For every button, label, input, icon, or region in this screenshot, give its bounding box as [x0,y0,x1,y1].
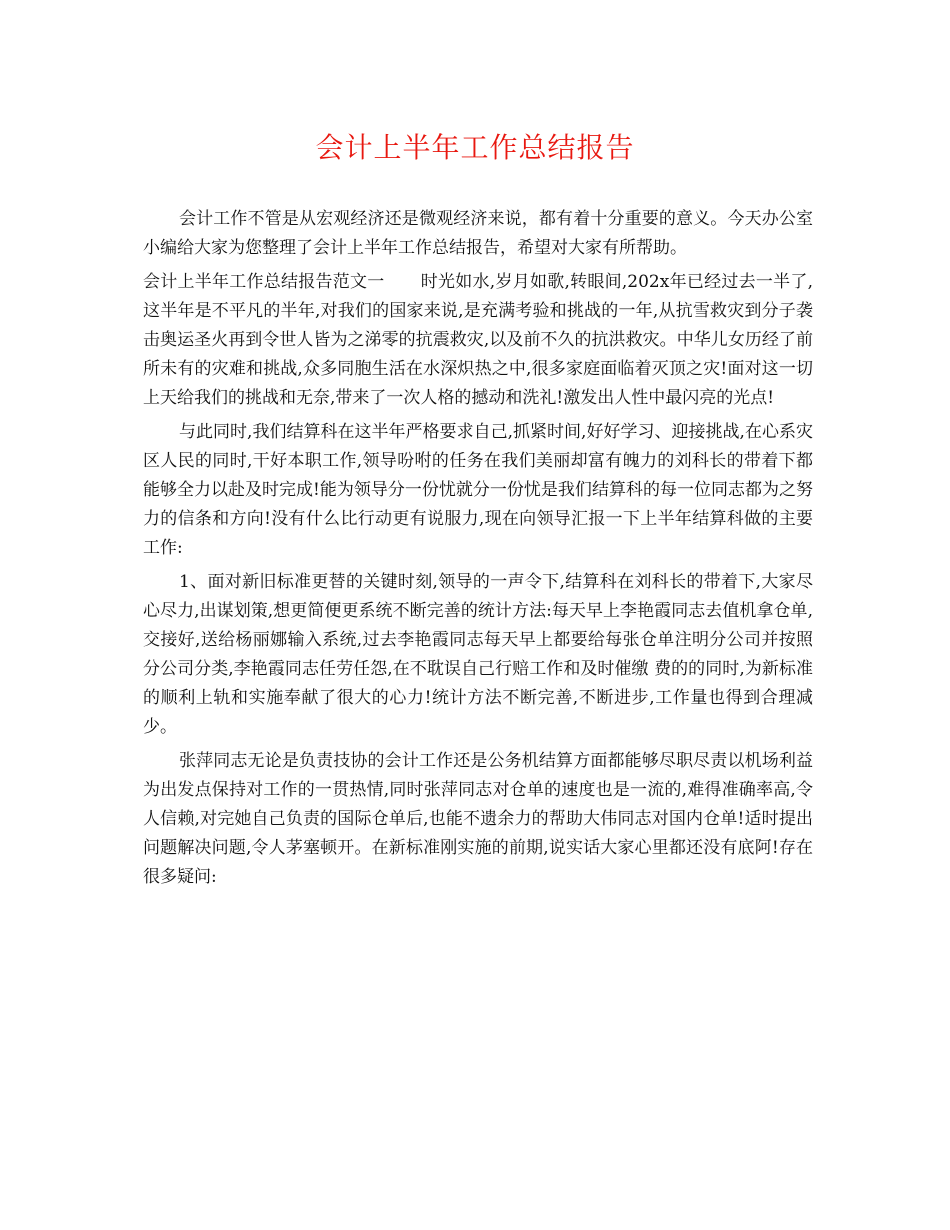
section-heading: 会计上半年工作总结报告范文一 [143,272,385,292]
body-paragraph-2: 与此同时,我们结算科在这半年严格要求自己,抓紧时间,好好学习、迎接挑战,在心系灾区人民的同时,干好本职工作,领导吩咐的任务在我们美丽却富有魄力的刘科长的带着下都能够全力以赴及时完成!能为领导分一份忧就分一份忧是我们结算科的每一位同志都为之努力的信条和方向!没有什么比行动更有说服力,现在向领导汇报一下上半年结算科做的主要工作: [143,422,813,558]
section-paragraph [143,268,813,413]
intro-paragraph: 会计工作不管是从宏观经济还是微观经济来说，都有着十分重要的意义。今天办公室小编给大家为您整理了会计上半年工作总结报告，希望对大家有所帮助。 [143,209,813,258]
body-paragraph-1: 时光如水,岁月如歌,转眼间,202x年已经过去一半了,这半年是不平凡的半年,对我们的国家来说,是充满考验和挑战的一年,从抗雪救灾到分子袭击奥运圣火再到令世人皆为之涕零的抗震救灾,以及前不久的抗洪救灾。中华儿女历经了前所未有的灾难和挑战,众多同胞生活在水深炽热之中,很多家庭面临着灭顶之灾!面对这一切上天给我们的挑战和无奈,带来了一次人格的撼动和洗礼!激发出人性中最闪亮的光点! [143,272,814,408]
document-body [143,205,813,897]
body-paragraph-3: 1、面对新旧标准更替的关键时刻,领导的一声令下,结算科在刘科长的带着下,大家尽心尽力,出谋划策,想更简便更系统不断完善的统计方法:每天早上李艳霞同志去值机拿仓单,交接好,送给杨丽娜输入系统,过去李艳霞同志每天早上都要给每张仓单注明分公司并按照分公司分类,李艳霞同志任劳任怨,在不耽误自己行赔工作和及时催缴 费的的同时,为新标准的顺利上轨和实施奉献了很大的心力!统计方法不断完善,不断进步,工作量也得到合理减少。 [143,572,813,737]
document-title: 会计上半年工作总结报告 [315,131,635,164]
body-paragraph-4: 张萍同志无论是负责技协的会计工作还是公务机结算方面都能够尽职尽责以机场利益为出发点保持对工作的一贯热情,同时张萍同志对仓单的速度也是一流的,难得准确率高,令人信赖,对完她自己负责的国际仓单后,也能不遗余力的帮助大伟同志对国内仓单!适时提出问题解决问题,令人茅塞顿开。在新标准刚实施的前期,说实话大家心里都还没有底阿!存在很多疑问: [143,751,813,887]
